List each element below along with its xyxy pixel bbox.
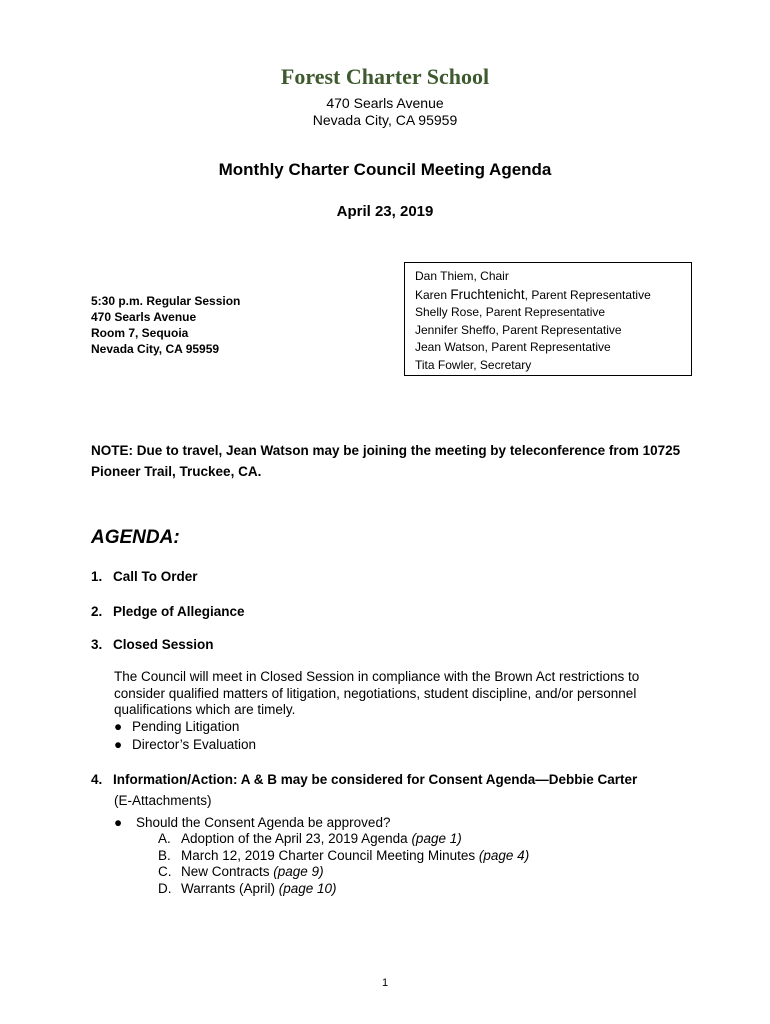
teleconference-note: NOTE: Due to travel, Jean Watson may be joining the meeting by teleconference from 10725 Pioneer Trail, Truckee, CA. <box>91 443 681 479</box>
page-reference: (page 4) <box>478 847 530 863</box>
page-reference: (page 1) <box>411 831 462 846</box>
list-item <box>158 881 529 898</box>
school-name: Forest Charter School <box>280 64 490 89</box>
agenda-item-information-action <box>91 772 637 787</box>
page-reference: (page 9) <box>273 864 324 879</box>
item-number: 4. <box>91 772 103 787</box>
member-role: , Parent Representative <box>479 305 606 320</box>
list-item <box>158 831 529 848</box>
bullet-icon: ● <box>114 719 123 734</box>
session-room: Room 7, Sequoia <box>91 326 189 340</box>
bullet-text: Pending Litigation <box>132 719 240 734</box>
item-letter: B. <box>158 847 171 863</box>
address-line-1: 470 Searls Avenue <box>326 95 444 111</box>
item-text: New Contracts <box>181 864 274 879</box>
item-label: Call To Order <box>113 569 198 584</box>
council-member <box>415 357 681 375</box>
member-name: Karen <box>415 287 448 302</box>
closed-session-bullets <box>114 718 256 754</box>
item-number: 2. <box>91 604 103 619</box>
item-letter: C. <box>158 864 172 879</box>
list-item <box>114 736 256 754</box>
agenda-item-call-to-order <box>91 569 198 584</box>
page-reference: (page 10) <box>278 880 337 896</box>
session-info <box>91 293 240 357</box>
member-role: , Secretary <box>473 357 532 372</box>
list-item <box>158 864 529 881</box>
member-name: Dan Thiem <box>415 269 474 283</box>
school-address <box>0 95 770 129</box>
item-label: Information/Action: A & B may be considered for Consent Agenda—Debbie Carter <box>113 772 638 787</box>
item-letter: D. <box>158 880 172 896</box>
member-role: , Parent Representative <box>495 322 622 337</box>
list-item <box>158 848 529 865</box>
session-street: 470 Searls Avenue <box>91 310 197 324</box>
item-letter: A. <box>158 831 171 846</box>
member-name: Shelly Rose <box>415 305 480 320</box>
item-number: 1. <box>91 569 103 584</box>
session-time: 5:30 p.m. Regular Session <box>91 294 241 308</box>
bullet-icon: ● <box>114 815 123 830</box>
document-title: Monthly Charter Council Meeting Agenda <box>218 160 552 179</box>
bullet-text: Director’s Evaluation <box>132 737 257 752</box>
agenda-heading: AGENDA: <box>91 527 180 548</box>
member-role: , Parent Representative <box>484 340 611 355</box>
member-name: Jean Watson <box>415 340 485 355</box>
bullet-icon: ● <box>114 737 123 752</box>
page-number: 1 <box>381 977 389 989</box>
council-member <box>415 322 681 340</box>
council-member <box>415 286 681 305</box>
member-name: Jennifer Sheffo <box>415 322 496 337</box>
attachments-note: (E-Attachments) <box>114 793 212 808</box>
member-role: , Parent Representative <box>524 287 651 302</box>
council-member <box>415 304 681 322</box>
consent-question <box>114 815 390 830</box>
item-text: Warrants (April) <box>181 880 279 896</box>
consent-items-list <box>158 831 529 897</box>
agenda-item-closed-session <box>91 637 214 652</box>
address-line-2: Nevada City, CA 95959 <box>312 112 458 128</box>
consent-question-text: Should the Consent Agenda be approved? <box>136 815 391 830</box>
member-surname: Fruchtenicht <box>450 286 525 302</box>
item-text: Adoption of the April 23, 2019 Agenda <box>181 831 412 846</box>
item-text: March 12, 2019 Charter Council Meeting Minutes <box>181 847 479 863</box>
item-number: 3. <box>91 637 103 652</box>
closed-session-description: The Council will meet in Closed Session in compliance with the Brown Act restrictions to consider qualified matters of litigation, negotiations, student discipline, and/or personnel qualifications which are timely. <box>114 669 640 717</box>
list-item <box>114 718 256 736</box>
council-member <box>415 268 681 286</box>
agenda-item-pledge <box>91 604 245 619</box>
council-members-box <box>404 262 692 376</box>
council-member <box>415 339 681 357</box>
meeting-date: April 23, 2019 <box>336 203 434 220</box>
member-name: Tita Fowler <box>415 357 474 372</box>
item-label: Pledge of Allegiance <box>113 604 245 619</box>
item-label: Closed Session <box>113 637 214 652</box>
session-city: Nevada City, CA 95959 <box>91 342 220 356</box>
member-role: , Chair <box>473 269 509 283</box>
